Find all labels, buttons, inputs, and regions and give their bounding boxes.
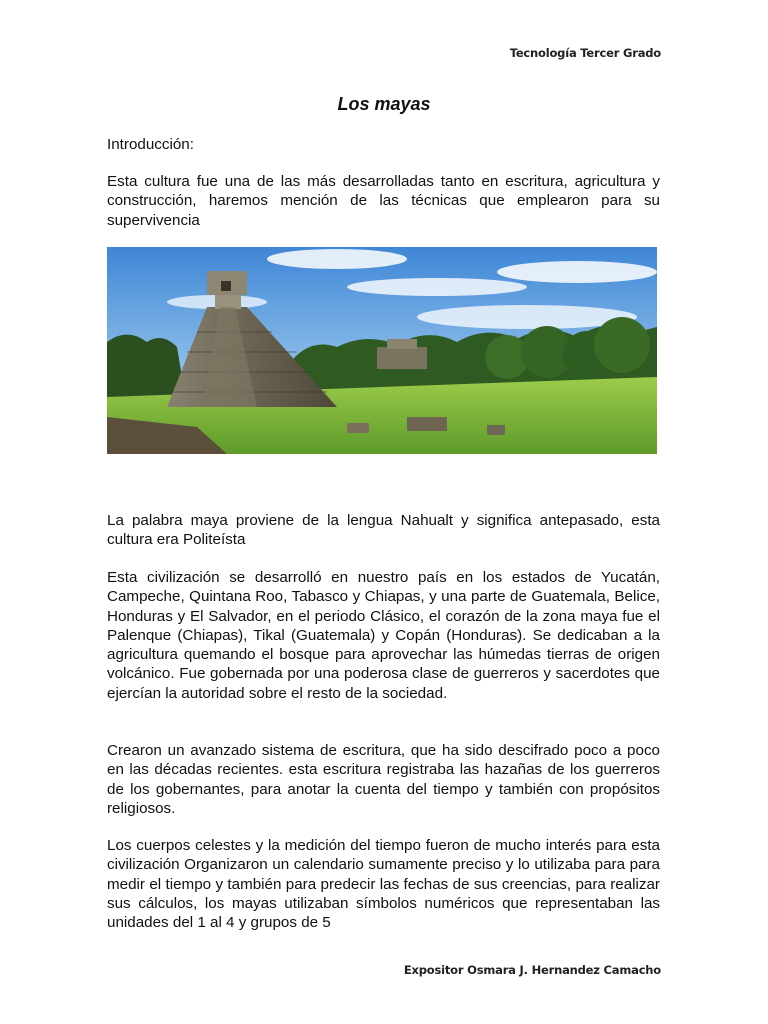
paragraph-astronomy: Los cuerpos celestes y la medición del tiempo fueron de mucho interés para esta civilización Organizaron un calendario sumamente preciso y lo utilizaba para para medir el tiempo y también para predecir las fechas de sus creencias, para realizar sus cálculos, los mayas utilizaban símbolos numéricos que representaban las unidades del 1 al 4 y grupos de 5 [107, 837, 660, 932]
page-footer: Expositor Osmara J. Hernandez Camacho [403, 963, 661, 977]
paragraph-writing: Crearon un avanzado sistema de escritura, que ha sido descifrado poco a poco en las décadas recientes. esta escritura registraba las hazañas de los guerreros de los gobernantes, para anotar la cuenta del tiempo y también con propósitos religiosos. [107, 742, 660, 817]
paragraph-origin: La palabra maya proviene de la lengua Nahualt y significa antepasado, esta cultura era Politeísta [107, 512, 660, 549]
document-title: Los mayas [337, 94, 431, 114]
paragraph-intro: Esta cultura fue una de las más desarrolladas tanto en escritura, agricultura y construcción, haremos mención de las técnicas que emplearon para su supervivencia [107, 173, 660, 229]
intro-label: Introducción: [107, 136, 194, 153]
mayan-temple-image [107, 247, 657, 454]
page-header: Tecnología Tercer Grado [509, 46, 661, 60]
paragraph-civilization: Esta civilización se desarrolló en nuestro país en los estados de Yucatán, Campeche, Quintana Roo, Tabasco y Chiapas, y una parte de Guatemala, Belice, Honduras y El Salvador, en el periodo Clásico, el corazón de la zona maya fue el Palenque (Chiapas), Tikal (Guatemala) y Copán (Honduras). Se dedicaban a la agricultura quemando el bosque para aprovechar las húmedas tierras de origen volcánico. Fue gobernada por una poderosa clase de guerreros y sacerdotes que ejercían la autoridad sobre el resto de la sociedad. [107, 569, 660, 702]
